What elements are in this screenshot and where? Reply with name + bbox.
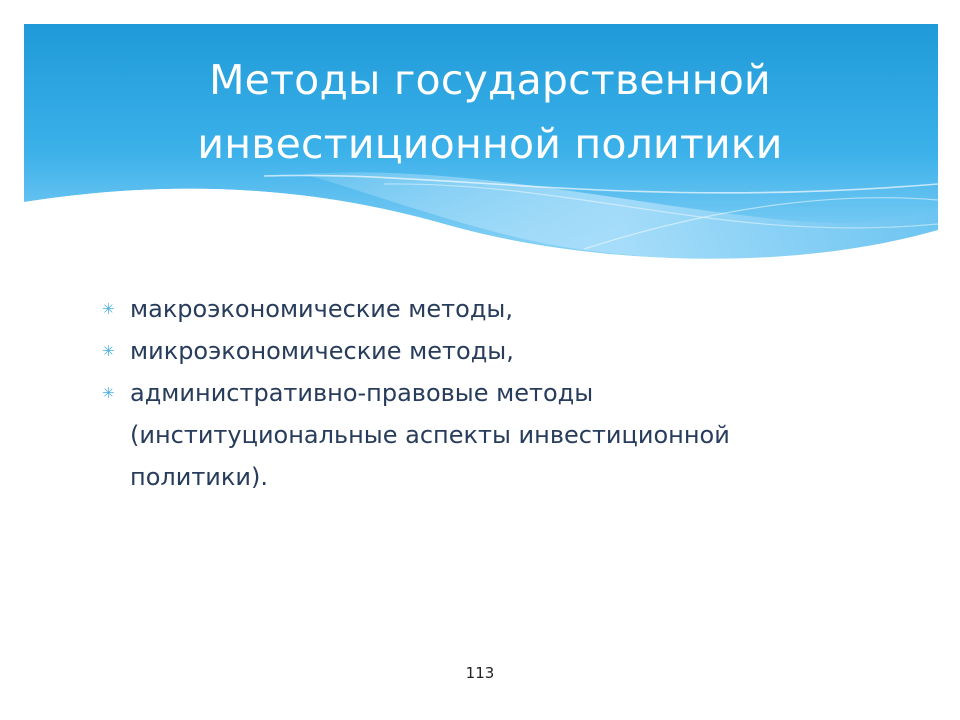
list-item <box>100 330 820 372</box>
asterisk-bullet-icon: ✳ <box>102 342 115 360</box>
bullet-text: микроэкономические методы, <box>130 337 514 365</box>
bullet-text: макроэкономические методы, <box>130 295 513 323</box>
asterisk-bullet-icon: ✳ <box>102 384 115 402</box>
list-item <box>100 288 820 330</box>
list-item <box>100 372 820 498</box>
asterisk-bullet-icon: ✳ <box>102 300 115 318</box>
page-number: 113 <box>465 664 495 682</box>
slide-title: Методы государственной инвестиционной политики <box>197 56 783 168</box>
bullet-list <box>100 288 820 498</box>
bullet-text: административно-правовые методы (институциональные аспекты инвестиционной политики). <box>130 379 730 491</box>
